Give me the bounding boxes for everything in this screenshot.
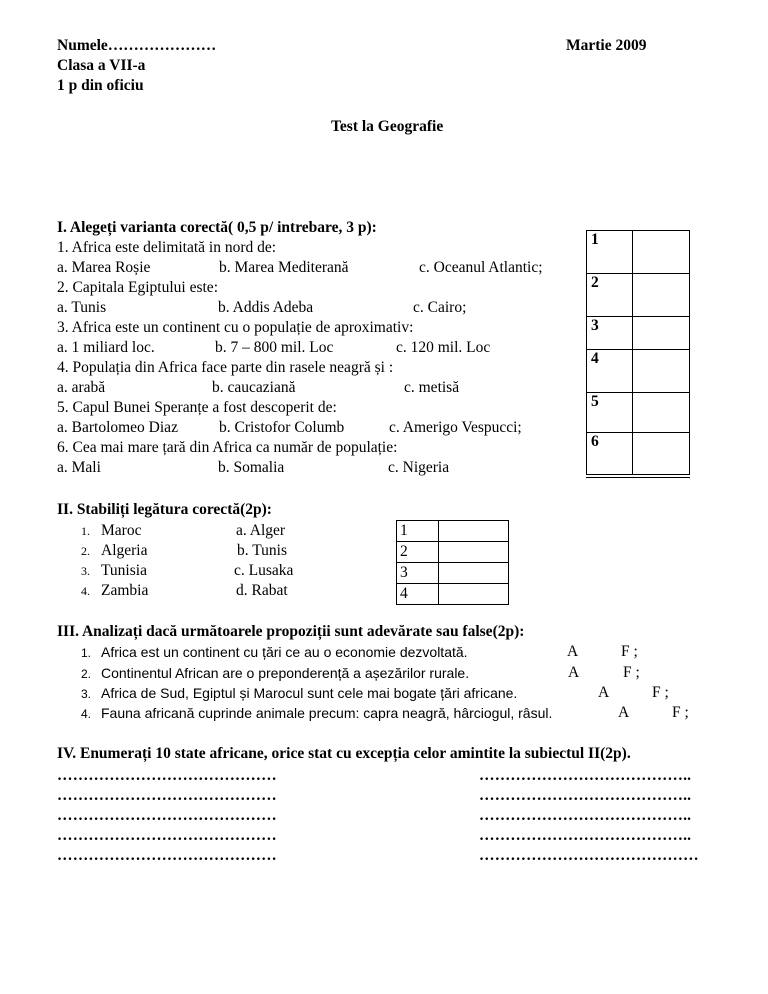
section2-heading: II. Stabiliți legătura corectă(2p): — [57, 501, 272, 518]
answer-line-right[interactable]: ………………………………….. — [479, 807, 692, 824]
section1-answer-grid — [586, 230, 690, 475]
question-2-option-c: c. Cairo; — [413, 299, 467, 316]
answer-line-left[interactable]: …………………………………… — [57, 807, 277, 824]
grid-bottom-rule — [586, 477, 690, 478]
country: Algeria — [101, 542, 148, 559]
item-number: 2. — [81, 544, 90, 558]
answer-cell[interactable] — [439, 521, 509, 542]
answer-line-left[interactable]: …………………………………… — [57, 767, 277, 784]
false-option[interactable]: F ; — [652, 684, 669, 701]
answer-label: 3 — [397, 563, 439, 584]
statement-3 — [81, 683, 517, 704]
question-2: 2. Capitala Egiptului este: — [57, 279, 218, 296]
match-item-2 — [81, 541, 147, 561]
answer-label: 2 — [397, 542, 439, 563]
question-3-option-c: c. 120 mil. Loc — [396, 339, 491, 356]
true-option[interactable]: A — [567, 643, 579, 660]
country: Tunisia — [101, 562, 147, 579]
answer-line-right[interactable]: ………………………………….. — [479, 767, 692, 784]
answer-label: 3 — [587, 317, 633, 350]
match-item-1 — [81, 521, 141, 541]
statement-2 — [81, 663, 469, 684]
answer-cell[interactable] — [439, 584, 509, 605]
question-4-option-c: c. metisă — [404, 379, 460, 396]
class-label: Clasa a VII-a — [57, 57, 146, 74]
question-3: 3. Africa este un continent cu o populație de aproximativ: — [57, 319, 414, 336]
answer-label: 5 — [587, 393, 633, 433]
country: Maroc — [101, 522, 142, 539]
answer-cell[interactable] — [439, 563, 509, 584]
answer-cell[interactable] — [439, 542, 509, 563]
question-2-option-b: b. Addis Adeba — [218, 299, 314, 316]
item-number: 4. — [81, 707, 92, 721]
section2-answer-grid — [396, 520, 509, 605]
section3-heading: III. Analizați dacă următoarele propoziții sunt adevărate sau false(2p): — [57, 623, 525, 640]
country: Zambia — [101, 582, 149, 599]
capital-option: d. Rabat — [236, 582, 288, 599]
student-name-line: Numele………………… — [57, 37, 217, 54]
answer-line-right[interactable]: ………………………………….. — [479, 827, 692, 844]
statement-text: Africa est un continent cu țări ce au o economie dezvoltată. — [101, 644, 468, 660]
item-number: 4. — [81, 584, 90, 598]
statement-1 — [81, 642, 468, 663]
match-item-4 — [81, 581, 148, 601]
capital-option: a. Alger — [236, 522, 286, 539]
section4-heading: IV. Enumerați 10 state africane, orice stat cu excepția celor amintite la subiectul II(2p). — [57, 745, 631, 762]
answer-label: 2 — [587, 274, 633, 317]
answer-line-left[interactable]: …………………………………… — [57, 847, 277, 864]
item-number: 1. — [81, 646, 92, 660]
answer-label: 4 — [397, 584, 439, 605]
question-4-option-b: b. caucaziană — [212, 379, 296, 396]
statement-text: Fauna africană cuprinde animale precum: capra neagră, hârciogul, râsul. — [101, 705, 553, 721]
capital-option: c. Lusaka — [234, 562, 294, 579]
question-5: 5. Capul Bunei Speranțe a fost descoperit de: — [57, 399, 337, 416]
true-option[interactable]: A — [598, 684, 610, 701]
question-1: 1. Africa este delimitată in nord de: — [57, 239, 277, 256]
false-option[interactable]: F ; — [623, 664, 640, 681]
question-4-option-a: a. arabă — [57, 379, 106, 396]
office-points: 1 p din oficiu — [57, 77, 144, 94]
capital-option: b. Tunis — [237, 542, 287, 559]
test-date: Martie 2009 — [566, 37, 647, 54]
question-2-option-a: a. Tunis — [57, 299, 107, 316]
answer-line-left[interactable]: …………………………………… — [57, 787, 277, 804]
item-number: 2. — [81, 667, 92, 681]
question-5-option-c: c. Amerigo Vespucci; — [389, 419, 522, 436]
answer-cell[interactable] — [633, 350, 690, 393]
false-option[interactable]: F ; — [621, 643, 638, 660]
question-3-option-a: a. 1 miliard loc. — [57, 339, 155, 356]
answer-cell[interactable] — [633, 317, 690, 350]
question-4: 4. Populația din Africa face parte din rasele neagră și : — [57, 359, 394, 376]
question-1-option-b: b. Marea Mediterană — [219, 259, 349, 276]
match-item-3 — [81, 561, 147, 581]
answer-cell[interactable] — [633, 274, 690, 317]
answer-label: 1 — [587, 231, 633, 274]
question-1-option-a: a. Marea Roșie — [57, 259, 151, 276]
answer-line-right[interactable]: ………………………………….. — [479, 787, 692, 804]
question-5-option-a: a. Bartolomeo Diaz — [57, 419, 178, 436]
answer-label: 6 — [587, 433, 633, 475]
answer-line-left[interactable]: …………………………………… — [57, 827, 277, 844]
item-number: 1. — [81, 524, 90, 538]
question-6-option-a: a. Mali — [57, 459, 101, 476]
statement-text: Africa de Sud, Egiptul și Marocul sunt cele mai bogate țări africane. — [101, 685, 518, 701]
page-title: Test la Geografie — [331, 118, 444, 135]
answer-cell[interactable] — [633, 393, 690, 433]
question-6-option-c: c. Nigeria — [388, 459, 450, 476]
answer-label: 4 — [587, 350, 633, 393]
answer-cell[interactable] — [633, 231, 690, 274]
answer-line-right[interactable]: …………………………………… — [479, 847, 699, 864]
answer-label: 1 — [397, 521, 439, 542]
statement-text: Continentul African are o preponderență a așezărilor rurale. — [101, 665, 470, 681]
true-option[interactable]: A — [568, 664, 580, 681]
section1-heading: I. Alegeți varianta corectă( 0,5 p/ intrebare, 3 p): — [57, 219, 377, 236]
question-1-option-c: c. Oceanul Atlantic; — [419, 259, 543, 276]
question-6-option-b: b. Somalia — [218, 459, 285, 476]
false-option[interactable]: F ; — [672, 704, 689, 721]
item-number: 3. — [81, 687, 92, 701]
question-6: 6. Cea mai mare țară din Africa ca număr de populație: — [57, 439, 398, 456]
answer-cell[interactable] — [633, 433, 690, 475]
item-number: 3. — [81, 564, 90, 578]
question-5-option-b: b. Cristofor Columb — [219, 419, 345, 436]
statement-4 — [81, 703, 552, 724]
question-3-option-b: b. 7 – 800 mil. Loc — [215, 339, 334, 356]
true-option[interactable]: A — [618, 704, 630, 721]
